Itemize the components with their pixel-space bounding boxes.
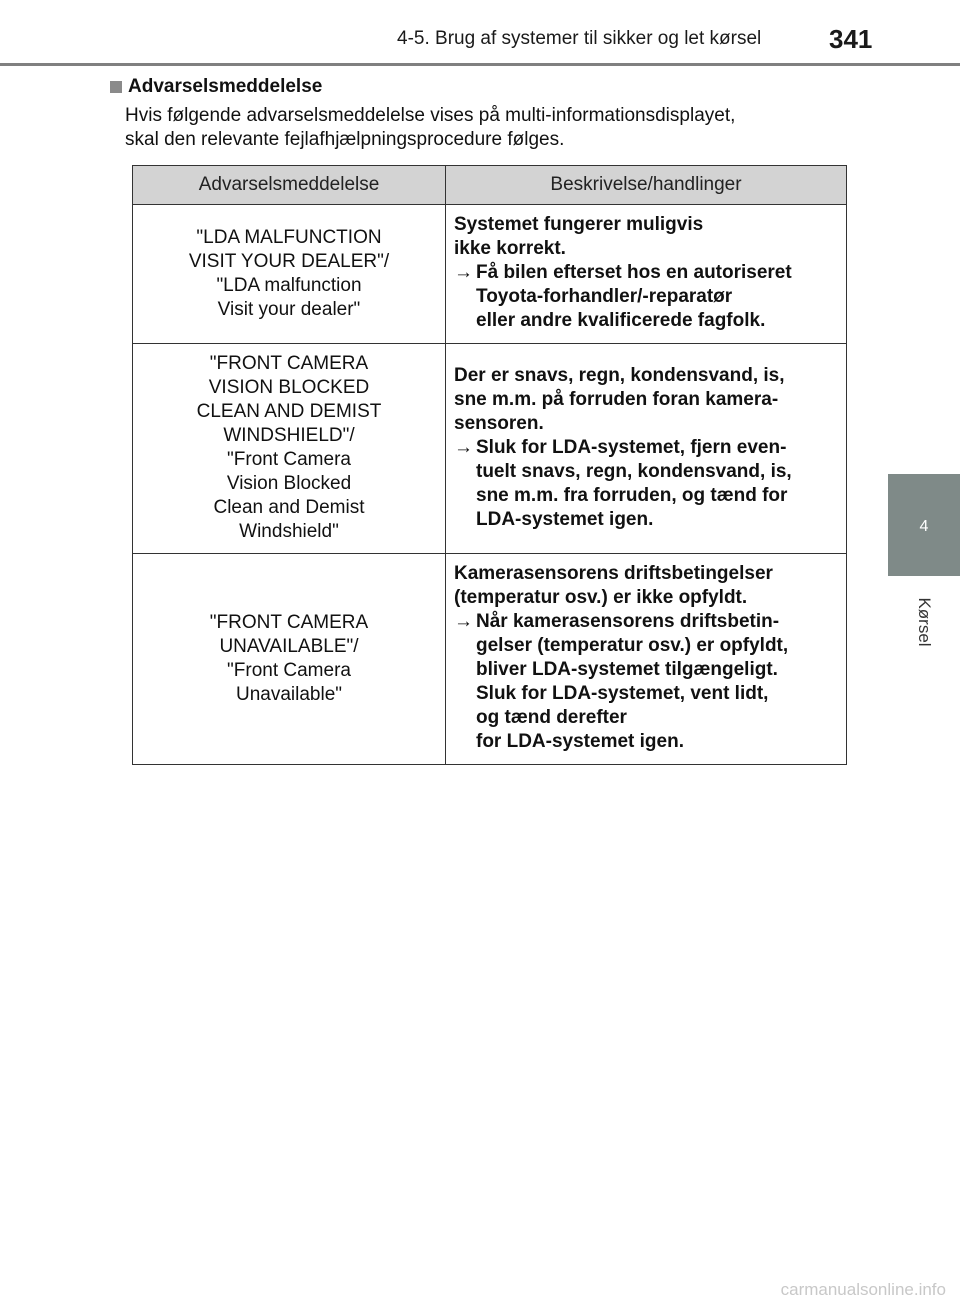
action-line: Få bilen efterset hos en autoriseret xyxy=(476,262,792,283)
action-line: eller andre kvalificerede fagfolk. xyxy=(476,310,766,331)
action-text xyxy=(476,261,832,333)
chapter-label xyxy=(894,582,954,662)
header-title: 4-5. Brug af systemer til sikker og let kørsel xyxy=(397,28,762,49)
warning-section xyxy=(108,76,848,152)
description-cell xyxy=(446,205,847,344)
description-line: (temperatur osv.) er ikke opfyldt. xyxy=(454,587,748,608)
message-line: Unavailable" xyxy=(235,684,343,705)
page-number: 341 xyxy=(829,24,873,54)
action-text xyxy=(476,436,832,532)
message-line: "FRONT CAMERA xyxy=(209,353,369,374)
action-line: og tænd derefter xyxy=(476,707,627,728)
message-line: Windshield" xyxy=(239,521,339,542)
action-line: Sluk for LDA-systemet, vent lidt, xyxy=(476,683,769,704)
section-heading-text: Advarselsmeddelelse xyxy=(128,76,323,97)
message-line: VISIT YOUR DEALER"/ xyxy=(188,251,390,272)
action-item xyxy=(454,436,832,532)
table-header-row xyxy=(133,166,847,205)
action-text xyxy=(476,610,832,754)
table-row xyxy=(133,344,847,554)
message-cell xyxy=(133,344,446,554)
message-line: VISION BLOCKED xyxy=(208,377,370,398)
action-line: gelser (temperatur osv.) er opfyldt, xyxy=(476,635,789,656)
intro-line: skal den relevante fejlafhjælpningsprocedure følges. xyxy=(125,129,565,150)
action-line: tuelt snavs, regn, kondensvand, is, xyxy=(476,461,792,482)
description-cell xyxy=(446,344,847,554)
message-line: CLEAN AND DEMIST xyxy=(196,401,382,422)
square-bullet-icon xyxy=(110,81,122,93)
action-line: Toyota-forhandler/-reparatør xyxy=(476,286,733,307)
message-line: "LDA malfunction xyxy=(216,275,362,296)
header-divider xyxy=(0,63,960,66)
description-line: ikke korrekt. xyxy=(454,238,566,259)
action-item xyxy=(454,261,832,333)
warning-table xyxy=(132,165,847,765)
column-header-description: Beskrivelse/handlinger xyxy=(446,166,847,205)
message-line: "FRONT CAMERA xyxy=(209,612,369,633)
action-line: Når kamerasensorens driftsbetin- xyxy=(476,611,780,632)
arrow-right-icon: → xyxy=(454,437,473,458)
description-line: sensoren. xyxy=(454,413,544,434)
intro-line: Hvis følgende advarselsmeddelelse vises på multi-informationsdisplayet, xyxy=(125,105,736,126)
chapter-number: 4 xyxy=(919,518,929,535)
arrow-right-icon: → xyxy=(454,262,473,283)
chapter-tab xyxy=(888,474,960,576)
description-cell xyxy=(446,554,847,765)
chapter-label-text: Kørsel xyxy=(915,597,934,647)
page-header xyxy=(0,0,960,66)
arrow-right-icon: → xyxy=(454,611,473,632)
message-line: WINDSHIELD"/ xyxy=(223,425,355,446)
watermark: carmanualsonline.info xyxy=(780,1280,946,1299)
message-line: UNAVAILABLE"/ xyxy=(219,636,359,657)
table-row xyxy=(133,554,847,765)
description-line: Kamerasensorens driftsbetingelser xyxy=(454,563,773,584)
section-heading xyxy=(108,76,848,98)
message-line: Visit your dealer" xyxy=(217,299,361,320)
action-item xyxy=(454,610,832,754)
action-line: bliver LDA-systemet tilgængeligt. xyxy=(476,659,778,680)
message-cell xyxy=(133,205,446,344)
table-row xyxy=(133,205,847,344)
column-header-message: Advarselsmeddelelse xyxy=(133,166,446,205)
message-line: Vision Blocked xyxy=(226,473,352,494)
action-line: LDA-systemet igen. xyxy=(476,509,654,530)
action-line: for LDA-systemet igen. xyxy=(476,731,684,752)
action-line: Sluk for LDA-systemet, fjern even- xyxy=(476,437,787,458)
section-intro xyxy=(125,104,848,152)
description-line: Systemet fungerer muligvis xyxy=(454,214,704,235)
message-line: "LDA MALFUNCTION xyxy=(196,227,382,248)
message-line: "Front Camera xyxy=(227,449,351,470)
message-line: Clean and Demist xyxy=(213,497,365,518)
message-line: "Front Camera xyxy=(227,660,351,681)
description-line: sne m.m. på forruden foran kamera- xyxy=(454,389,779,410)
message-cell xyxy=(133,554,446,765)
description-line: Der er snavs, regn, kondensvand, is, xyxy=(454,365,785,386)
action-line: sne m.m. fra forruden, og tænd for xyxy=(476,485,788,506)
